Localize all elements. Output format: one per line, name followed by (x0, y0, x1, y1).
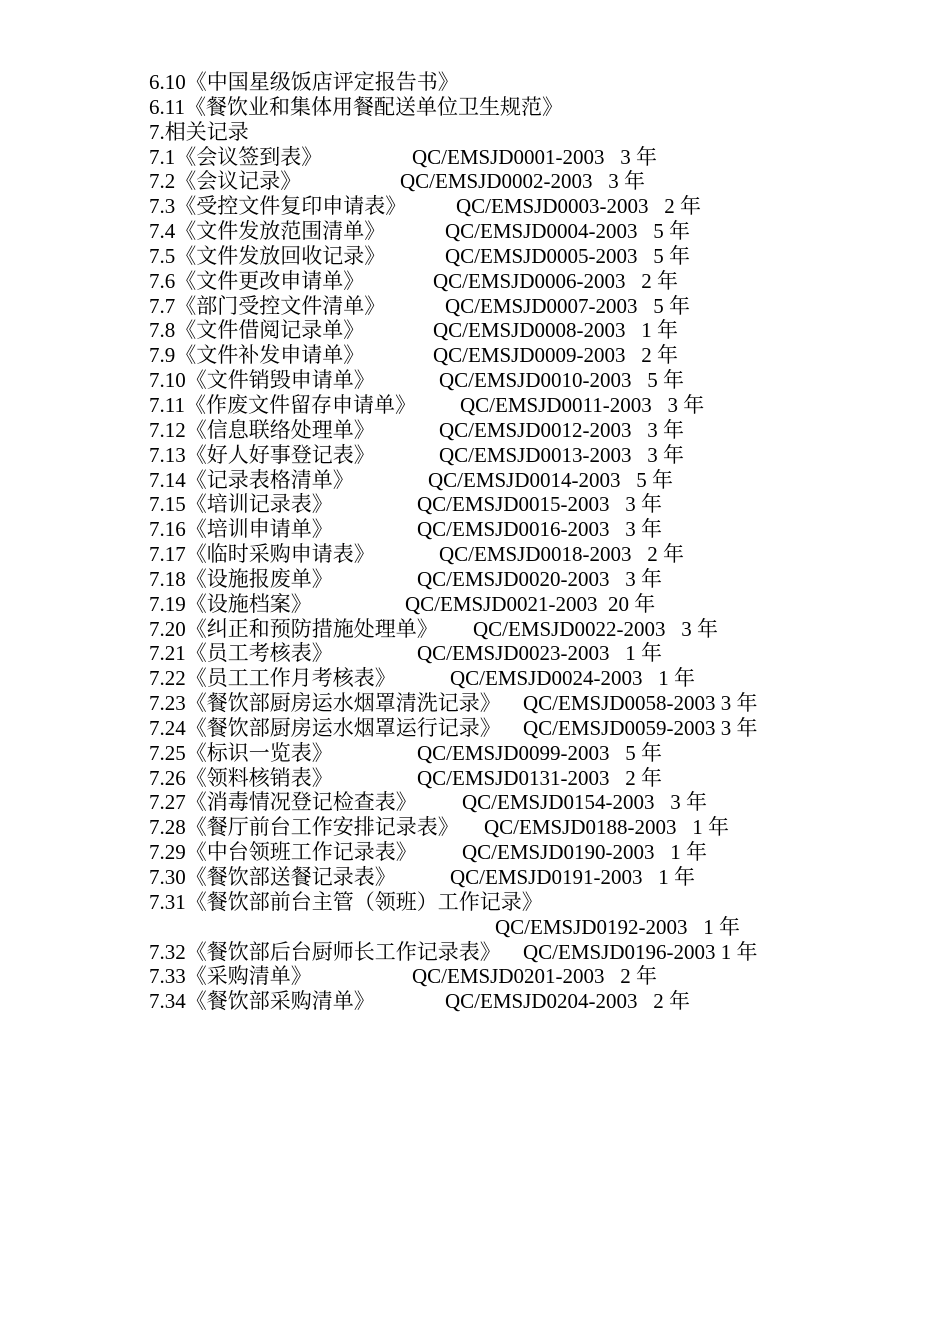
record-code: QC/EMSJD0005-2003 5 年 (445, 243, 691, 268)
record-code: QC/EMSJD0002-2003 3 年 (400, 169, 646, 194)
record-title: 7.31《餐饮部前台主管（领班）工作记录》 (149, 889, 543, 914)
record-code: QC/EMSJD0010-2003 5 年 (439, 368, 685, 393)
list-item (149, 840, 909, 865)
list-item (149, 691, 909, 716)
list-item (149, 890, 909, 915)
list-item (149, 790, 909, 815)
list-item (149, 766, 909, 791)
list-item (149, 343, 909, 368)
record-code: QC/EMSJD0001-2003 3 年 (412, 144, 658, 169)
record-title: 7.3《受控文件复印申请表》 (149, 194, 407, 219)
record-code: QC/EMSJD0196-2003 1 年 (523, 939, 758, 964)
record-title: 7.8《文件借阅记录单》 (149, 318, 365, 343)
list-item (149, 492, 909, 517)
list-item (149, 120, 909, 145)
record-title: 7.相关记录 (149, 119, 249, 144)
list-item (149, 443, 909, 468)
list-item (149, 592, 909, 617)
list-item (149, 194, 909, 219)
list-item (149, 617, 909, 642)
record-title: 7.21《员工考核表》 (149, 641, 333, 666)
record-code: QC/EMSJD0016-2003 3 年 (417, 517, 663, 542)
record-code: QC/EMSJD0191-2003 1 年 (450, 865, 696, 889)
record-title: 7.13《好人好事登记表》 (149, 442, 375, 467)
record-code: QC/EMSJD0131-2003 2 年 (417, 765, 663, 790)
record-code: QC/EMSJD0008-2003 1 年 (433, 318, 679, 343)
record-title: 7.6《文件更改申请单》 (149, 268, 365, 293)
record-title: 7.14《记录表格清单》 (149, 467, 354, 492)
record-title: 7.9《文件补发申请单》 (149, 343, 365, 368)
record-title: 7.29《中台领班工作记录表》 (149, 840, 417, 865)
record-code: QC/EMSJD0023-2003 1 年 (417, 641, 663, 666)
list-item (149, 368, 909, 393)
record-list (149, 70, 909, 1014)
list-item (149, 964, 909, 989)
record-code: QC/EMSJD0011-2003 3 年 (460, 392, 705, 417)
list-item (149, 989, 909, 1014)
record-title: 7.4《文件发放范围清单》 (149, 219, 386, 244)
record-code: QC/EMSJD0013-2003 3 年 (439, 442, 685, 467)
record-code: QC/EMSJD0004-2003 5 年 (445, 219, 691, 244)
record-code: QC/EMSJD0059-2003 3 年 (523, 715, 758, 740)
list-item (149, 318, 909, 343)
record-title: 7.5《文件发放回收记录》 (149, 243, 386, 268)
list-item (149, 269, 909, 294)
record-title: 7.17《临时采购申请表》 (149, 542, 375, 567)
record-title: 7.19《设施档案》 (149, 591, 312, 616)
record-title: 7.7《部门受控文件清单》 (149, 293, 386, 318)
record-title: 7.16《培训申请单》 (149, 517, 333, 542)
record-title: 7.12《信息联络处理单》 (149, 417, 375, 442)
record-title: 7.26《领料核销表》 (149, 765, 333, 790)
record-code: QC/EMSJD0012-2003 3 年 (439, 417, 685, 442)
list-item (149, 418, 909, 443)
list-item (149, 95, 909, 120)
record-title: 7.15《培训记录表》 (149, 492, 333, 517)
list-item (149, 517, 909, 542)
list-item (149, 393, 909, 418)
record-code: QC/EMSJD0018-2003 2 年 (439, 542, 685, 567)
record-title: 7.25《标识一览表》 (149, 740, 333, 765)
list-item (149, 219, 909, 244)
list-item (149, 741, 909, 766)
record-code: QC/EMSJD0021-2003 20 年 (405, 591, 656, 616)
record-code: QC/EMSJD0007-2003 5 年 (445, 293, 691, 318)
record-code: QC/EMSJD0192-2003 1 年 (495, 914, 741, 939)
record-title: 7.33《采购清单》 (149, 964, 312, 989)
record-code: QC/EMSJD0201-2003 2 年 (412, 964, 658, 989)
list-item (149, 145, 909, 170)
record-title: 7.34《餐饮部采购清单》 (149, 989, 375, 1014)
record-code: QC/EMSJD0204-2003 2 年 (445, 989, 691, 1014)
list-item (149, 716, 909, 741)
record-title: 7.24《餐饮部厨房运水烟罩运行记录》 (149, 715, 501, 740)
list-item (149, 815, 909, 840)
list-item (149, 940, 909, 965)
record-title: 7.1《会议签到表》 (149, 144, 323, 169)
record-code: QC/EMSJD0154-2003 3 年 (462, 790, 708, 815)
list-item (149, 915, 909, 940)
record-title: 7.20《纠正和预防措施处理单》 (149, 616, 438, 641)
record-code: QC/EMSJD0003-2003 2 年 (456, 194, 702, 219)
record-title: 7.22《员工工作月考核表》 (149, 666, 396, 691)
list-item (149, 542, 909, 567)
record-title: 7.11《作废文件留存申请单》 (149, 392, 416, 417)
record-code: QC/EMSJD0188-2003 1 年 (484, 815, 730, 840)
record-code: QC/EMSJD0009-2003 2 年 (433, 343, 679, 368)
record-code: QC/EMSJD0014-2003 5 年 (428, 467, 674, 492)
record-code: QC/EMSJD0099-2003 5 年 (417, 740, 663, 765)
record-title: 7.32《餐饮部后台厨师长工作记录表》 (149, 939, 501, 964)
list-item (149, 468, 909, 493)
record-code: QC/EMSJD0015-2003 3 年 (417, 492, 663, 517)
list-item (149, 641, 909, 666)
record-title: 7.18《设施报废单》 (149, 566, 333, 591)
list-item (149, 567, 909, 592)
record-title: 7.30《餐饮部送餐记录表》 (149, 865, 396, 889)
record-code: QC/EMSJD0058-2003 3 年 (523, 691, 758, 716)
record-code: QC/EMSJD0024-2003 1 年 (450, 666, 696, 691)
list-item (149, 294, 909, 319)
record-title: 6.10《中国星级饭店评定报告书》 (149, 70, 459, 94)
list-item (149, 169, 909, 194)
record-title: 6.11《餐饮业和集体用餐配送单位卫生规范》 (149, 94, 563, 119)
record-title: 7.28《餐厅前台工作安排记录表》 (149, 815, 459, 840)
record-code: QC/EMSJD0022-2003 3 年 (473, 616, 719, 641)
list-item (149, 70, 909, 95)
record-title: 7.10《文件销毁申请单》 (149, 368, 375, 393)
record-title: 7.2《会议记录》 (149, 169, 302, 194)
record-title: 7.27《消毒情况登记检查表》 (149, 790, 417, 815)
list-item (149, 666, 909, 691)
record-title: 7.23《餐饮部厨房运水烟罩清洗记录》 (149, 691, 501, 716)
list-item (149, 865, 909, 890)
record-code: QC/EMSJD0190-2003 1 年 (462, 840, 708, 865)
record-code: QC/EMSJD0020-2003 3 年 (417, 566, 663, 591)
list-item (149, 244, 909, 269)
record-code: QC/EMSJD0006-2003 2 年 (433, 268, 679, 293)
